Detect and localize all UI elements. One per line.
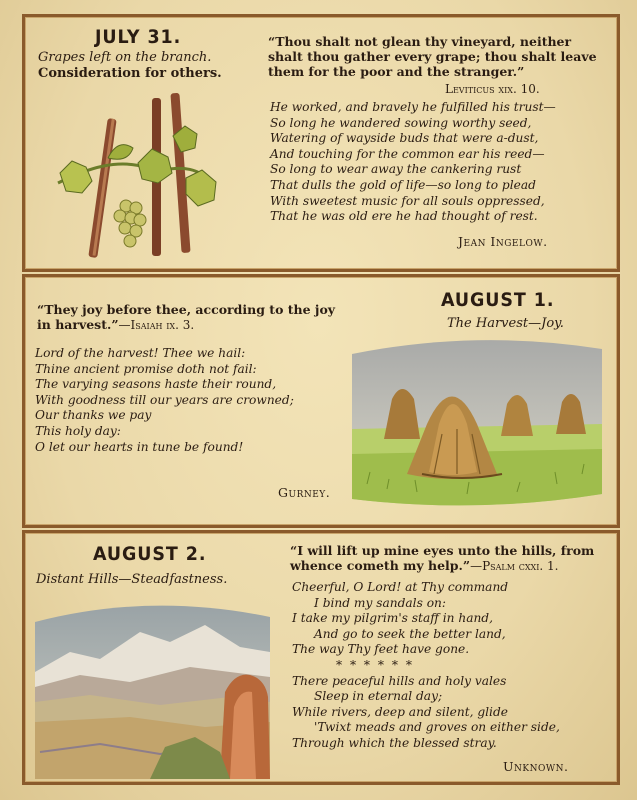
poem [292, 580, 560, 752]
poem-line: There peaceful hills and holy vales [292, 673, 507, 688]
scripture-line: whence cometh my help.” [290, 558, 471, 573]
poem-line: I bind my sandals on: [314, 595, 446, 610]
grapevine-illustration [48, 88, 228, 258]
poem-line: Cheerful, O Lord! at Thy command [292, 580, 509, 594]
entry-subtitle [38, 50, 222, 82]
poem-line: With sweetest music for all souls oppressed, [270, 193, 545, 208]
poem-line: The way Thy feet have gone. [292, 642, 470, 657]
poem-line: Lord of the harvest! Thee we hail: [35, 346, 246, 360]
scripture-quote [37, 302, 335, 333]
scripture-reference: —Psalm cxxi. 1. [470, 559, 559, 573]
section-separator: * * * * * * [336, 657, 414, 672]
poem-line: And go to seek the better land, [314, 626, 506, 641]
scripture-reference: Leviticus xix. 10. [445, 82, 540, 96]
date-heading: AUGUST 1. [441, 289, 555, 311]
poem-author: Jean Ingelow. [458, 234, 548, 249]
hills-illustration [30, 597, 275, 779]
poem [270, 100, 556, 225]
poem-line: I take my pilgrim's staff in hand, [292, 611, 493, 626]
poem-line: Through which the blessed stray. [292, 735, 497, 750]
poem-line: So long to wear away the cankering rust [270, 162, 522, 177]
poem-line: He worked, and bravely he fulfilled his trust— [270, 100, 556, 114]
poem [35, 346, 294, 455]
poem-line: O let our hearts in tune be found! [35, 439, 244, 454]
poem-line: Sleep in eternal day; [314, 689, 443, 704]
haystacks-illustration [347, 334, 607, 509]
poem-line: That dulls the gold of life—so long to plead [270, 177, 536, 192]
scripture-line: them for the poor and the stranger.” [268, 64, 525, 79]
poem-line: And touching for the common ear his reed— [270, 146, 545, 161]
poem-line: This holy day: [35, 423, 121, 438]
date-heading: AUGUST 2. [93, 543, 207, 565]
scripture-reference: —Isaiah ix. 3. [118, 318, 195, 332]
scripture-line: “They joy before thee, according to the joy [37, 302, 336, 317]
poem-line: With goodness till our years are crowned; [35, 392, 294, 407]
subtitle-line: Grapes left on the branch. [38, 50, 212, 65]
poem-line: Our thanks we pay [35, 408, 152, 423]
scripture-line: in harvest.” [37, 317, 119, 332]
date-heading: JULY 31. [95, 26, 182, 48]
poem-line: 'Twixt meads and groves on either side, [314, 720, 560, 735]
scripture-line: shalt thou gather every grape; thou shalt leave [268, 49, 597, 64]
poem-line: Watering of wayside buds that were a-dust, [270, 131, 539, 146]
scripture-quote [290, 543, 594, 574]
scripture-line: “Thou shalt not glean thy vineyard, neither [268, 34, 572, 49]
scripture-quote [268, 34, 597, 79]
scripture-line: “I will lift up mine eyes unto the hills, from [290, 543, 595, 558]
poem-line: While rivers, deep and silent, glide [292, 704, 508, 719]
poem-line: Thine ancient promise doth not fail: [35, 361, 257, 376]
poem-line: So long he wandered sowing worthy seed, [270, 115, 532, 130]
entry-subtitle: Distant Hills—Steadfastness. [36, 572, 228, 587]
subtitle-line: Consideration for others. [38, 66, 222, 81]
entry-subtitle: The Harvest—Joy. [447, 316, 564, 331]
poem-line: The varying seasons haste their round, [35, 377, 277, 392]
poem-author: Unknown. [503, 759, 569, 774]
poem-author: Gurney. [278, 485, 331, 500]
poem-line: That he was old ere he had thought of rest. [270, 209, 538, 224]
